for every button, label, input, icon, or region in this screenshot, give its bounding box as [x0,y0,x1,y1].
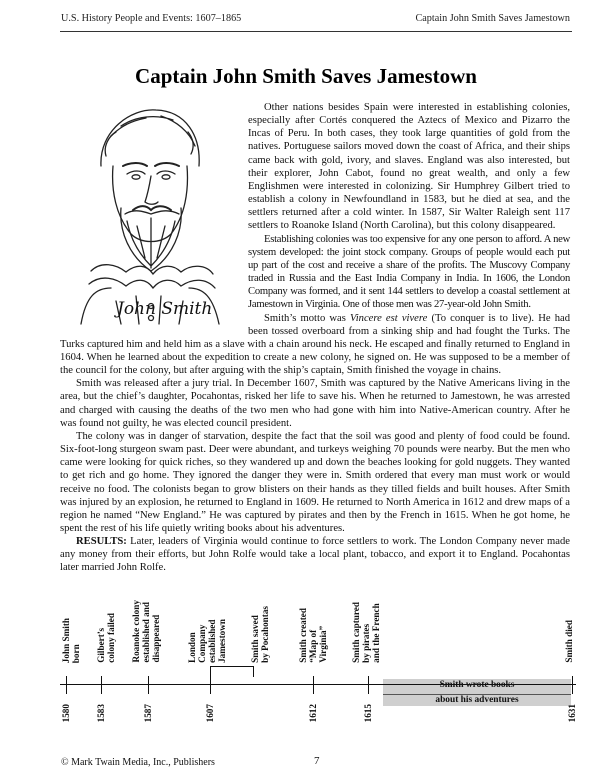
results-text: Later, leaders of Virginia would continue to force settlers to work. The London Company never made any money from their efforts, but John Rolfe would take a local plant, tobacco, and export it to England. Pocahontas later married John Rolfe. [60,536,570,574]
portrait-spacer [60,101,248,327]
timeline-event-pocahontas: Smith saved by Pocahontas [250,606,270,663]
timeline-event-roanoke: Roanoke colony established and disappeared [131,600,161,663]
timeline-tick [101,676,102,694]
paragraph-2: Establishing colonies was too expensive for any one person to afford. A new system developed: the joint stock company. Groups of people would each put up part of the cost and receive a share of the profits. The Muscovy Company traded in Russia and the East India Company in India. In 1606, the London Company was formed, and it sent 144 settlers to develop a coastal settlement at Jamestown in Virginia. One of those men was 27-year-old John Smith. [248,233,570,311]
timeline-tick [313,676,314,694]
motto-after: (To conquer is to live). He had been tossed overboard from a sinking ship and had fought the Turks. The Turks captured him and held him as a slave with a chain around his neck. He escaped and finally returned to England in 1604. When he learned about the expedition to create a new colony, he signed on. He was supposed to be a member of the council for the colony, but after arguing with the ship’s captain, Smith finished the voyage in chains. [60,312,570,377]
timeline-year-1580: 1580 [61,704,71,723]
timeline-tick [572,676,573,694]
paragraph-release: Smith was released after a jury trial. In December 1607, Smith was captured by the Native Americans living in the area, but the chief’s daughter, Pocahontas, risked her life to save his. When he returned to Jamestown, he was arrested and charged with causing the deaths of the two men who had gone with him into Native-American country. After he was found not guilty, he was elected council president. [60,378,570,429]
article-body [60,101,570,575]
timeline-event-map: Smith created “Map of Virginia” [298,608,328,663]
motto-latin: Vincere est vivere [350,312,428,324]
page-number: 7 [314,755,320,767]
timeline [60,580,580,745]
footer-publisher: © Mark Twain Media, Inc., Publishers [61,757,215,768]
timeline-year-1615: 1615 [363,704,373,723]
timeline-bracket [210,666,254,677]
timeline-axis [60,684,576,685]
page-title: Captain John Smith Saves Jamestown [135,64,477,88]
timeline-year-1612: 1612 [308,704,318,723]
timeline-year-1631: 1631 [567,704,577,723]
timeline-event-born: John Smith born [61,617,81,663]
portrait-caption: John Smith [117,299,213,319]
timeline-span-label-1: Smith wrote books [439,680,515,690]
header-right: Captain John Smith Saves Jamestown [415,13,570,24]
paragraph-3: The colony was in danger of starvation, despite the fact that the soil was good and plenty of food could be found. Six-foot-long sturgeon swam past. Deer were abundant, and turkeys weighing 70 pounds were nearby. But the men who came were looking for quick riches, so they wandered up and down the beaches looking for gold nuggets. They wanted to get rich and go home. They ignored the danger they were in. Smith ordered that every man must work or would receive no food. The colonists began to grow blisters on their hands as they tilled fields and built houses. After Smith was injured by an explosion, he returned to England in 1609. He returned to North America in 1612 and drew maps of a region he named “New England.” He was captured by pirates and then by the French in 1615. When he got home, he spent the rest of his life quietly writing books about his adventures. [60,430,570,534]
timeline-tick [210,676,211,694]
timeline-tick [148,676,149,694]
timeline-year-1587: 1587 [143,704,153,723]
timeline-event-gilbert: Gilbert’s colony failed [96,613,116,663]
header-left: U.S. History People and Events: 1607–1865 [61,13,242,24]
paragraph-1: Other nations besides Spain were interested in establishing colonies, especially after Cortés conquered the Aztecs of Mexico and Pizarro the Incas of Peru. In both cases, they took large quantities of gold from the natives. Portuguese sailors moved down the coast of Africa, and their ships came back with gold, ivory, and slaves. England was also interested, but their explorer, John Cabot, found no great wealth, and only a few Englishmen were interested in colonizing. Sir Humphrey Gilbert tried to establish a colony in Newfoundland in 1583, but he died at sea, and the settlers returned after a cold winter. In 1587, Sir Walter Raleigh sent 117 settlers to Roanoke Island (North Carolina), but this colony disappeared. [248,102,570,232]
motto-before: Smith’s motto was [264,312,351,324]
timeline-year-1583: 1583 [96,704,106,723]
results-label: RESULTS: [76,536,127,548]
timeline-span-label-2: about his adventures [383,694,571,705]
timeline-year-1607: 1607 [205,704,215,723]
timeline-event-captured: Smith captured by pirates and the French [351,602,381,663]
timeline-tick [66,676,67,694]
header-rule [60,31,572,32]
paragraph-results [60,535,570,574]
timeline-event-london-company: London Company established Jamestown [187,619,227,663]
timeline-tick [368,676,369,694]
timeline-event-died: Smith died [564,620,574,663]
